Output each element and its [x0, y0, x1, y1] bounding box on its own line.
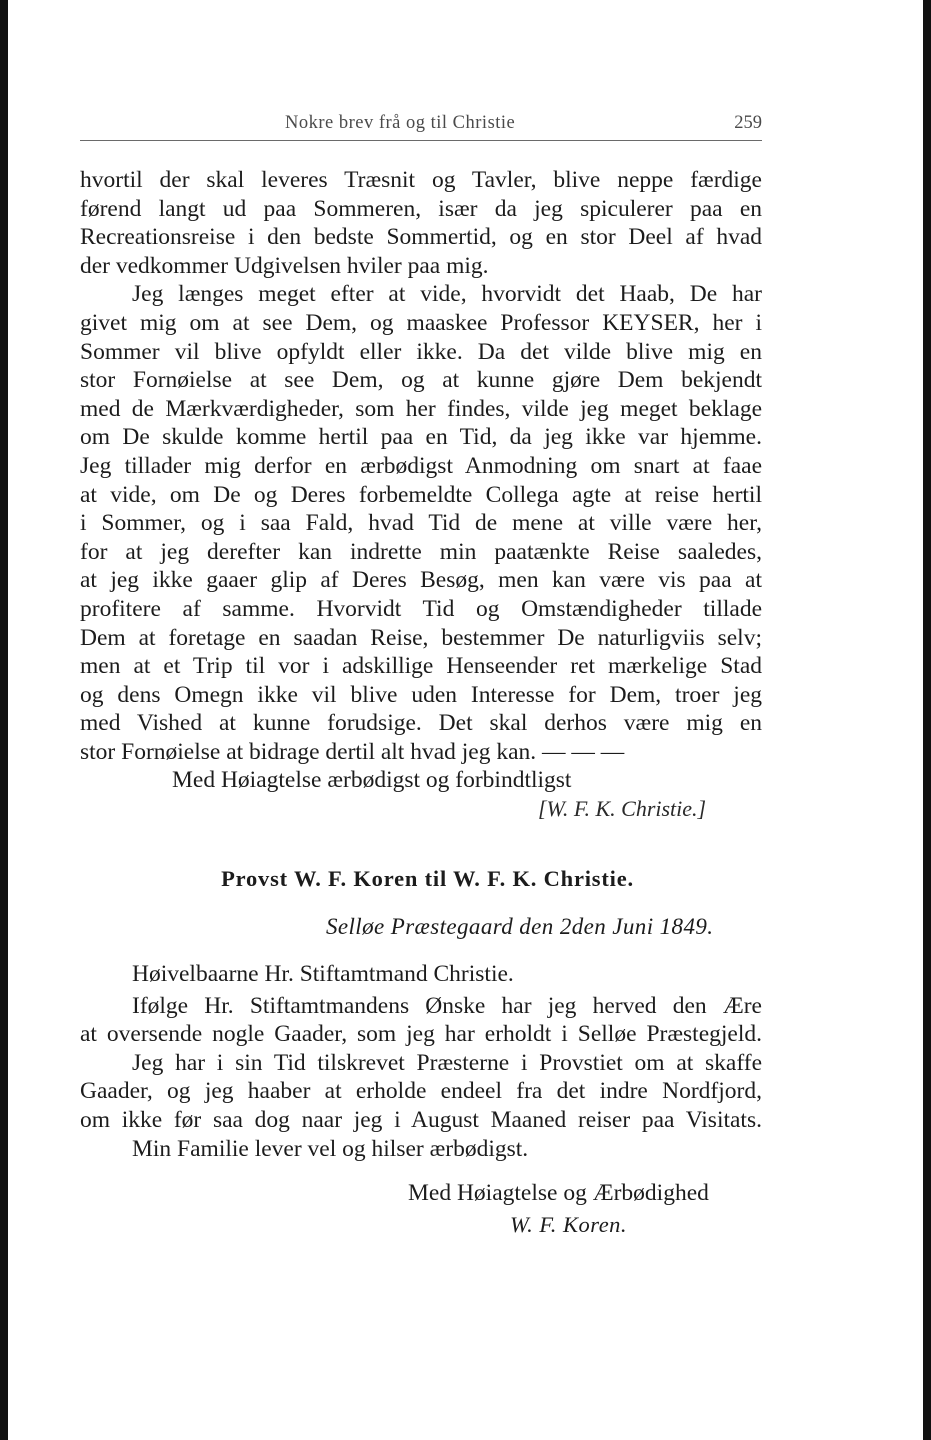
text-line: Sommer vil blive opfyldt eller ikke. Da det vilde blive mig en [80, 338, 762, 365]
text-line: om ikke før saa dog naar jeg i August Maaned reiser paa Visitats. [80, 1106, 762, 1133]
letter-2-closing: Med Høiagtelse og Ærbødighed [408, 1180, 709, 1206]
text-line: i Sommer, og i saa Fald, hvad Tid de mene at ville være her, [80, 510, 762, 537]
text-line: givet mig om at see Dem, og maaskee Professor KEYSER, her i [80, 309, 762, 336]
scan-edge-left [0, 0, 8, 1440]
scan-edge-right [923, 0, 931, 1440]
running-header [80, 110, 762, 141]
text-line: profitere af samme. Hvorvidt Tid og Omstændigheder tillade [80, 595, 762, 622]
text-line: Jeg længes meget efter at vide, hvorvidt det Haab, De har [132, 281, 762, 308]
letter-2-dateline: Selløe Præstegaard den 2den Juni 1849. [326, 914, 714, 939]
text-line: og dens Omegn ikke vil blive uden Interesse for Dem, troer jeg [80, 681, 762, 708]
running-title: Nokre brev frå og til Christie [285, 113, 516, 133]
letter-2-signature: W. F. Koren. [510, 1212, 628, 1237]
text-line: men at et Trip til vor i adskillige Henseender ret mærkelige Stad [80, 653, 762, 680]
text-line: Recreationsreise i den bedste Sommertid, og en stor Deel af hvad [80, 224, 762, 251]
text-line: Ifølge Hr. Stiftamtmandens Ønske har jeg herved den Ære [132, 992, 762, 1019]
letter-1-signature: [W. F. K. Christie.] [538, 796, 707, 821]
text-line: Dem at foretage en saadan Reise, bestemmer De naturligviis selv; [80, 624, 762, 651]
text-line: Min Familie lever vel og hilser ærbødigst. [132, 1135, 529, 1162]
page-number: 259 [734, 113, 762, 133]
text-line: at jeg ikke gaaer glip af Deres Besøg, men kan være vis paa at [80, 567, 762, 594]
text-line: hvortil der skal leveres Træsnit og Tavler, blive neppe færdige [80, 167, 762, 193]
letter-2-heading: Provst W. F. Koren til W. F. K. Christie. [221, 866, 634, 891]
text-line: med de Mærkværdigheder, som her findes, vilde jeg meget beklage [80, 395, 762, 422]
text-line: førend langt ud paa Sommeren, især da jeg spiculerer paa en [80, 195, 762, 222]
text-line: Jeg tillader mig derfor en ærbødigst Anmodning om snart at faae [80, 452, 762, 479]
text-line: at vide, om De og Deres forbemeldte Collega agte at reise hertil [80, 481, 762, 508]
text-line: stor Fornøielse at bidrage dertil alt hvad jeg kan. — — — [80, 738, 625, 765]
text-line: Jeg har i sin Tid tilskrevet Præsterne i Provstiet om at skaffe [132, 1049, 762, 1076]
text-line: med Vished at kunne forudsige. Det skal derhos være mig en [80, 710, 762, 737]
letter-2-salutation: Høivelbaarne Hr. Stiftamtmand Christie. [132, 961, 514, 987]
text-line: om De skulde komme hertil paa en Tid, da jeg ikke var hjemme. [80, 424, 762, 451]
text-line: Gaader, og jeg haaber at erholde endeel fra det indre Nordfjord, [80, 1078, 762, 1105]
text-line: for at jeg derefter kan indrette min paatænkte Reise saaledes, [80, 538, 762, 565]
text-line: stor Fornøielse at see Dem, og at kunne gjøre Dem bekjendt [80, 367, 762, 394]
letter-1-closing: Med Høiagtelse ærbødigst og forbindtligst [172, 767, 572, 794]
letter-1-body [80, 166, 762, 795]
text-line: der vedkommer Udgivelsen hviler paa mig. [80, 252, 489, 279]
letter-2-body [80, 960, 762, 1163]
text-line: at oversende nogle Gaader, som jeg har erholdt i Selløe Præstegjeld. [80, 1021, 762, 1048]
